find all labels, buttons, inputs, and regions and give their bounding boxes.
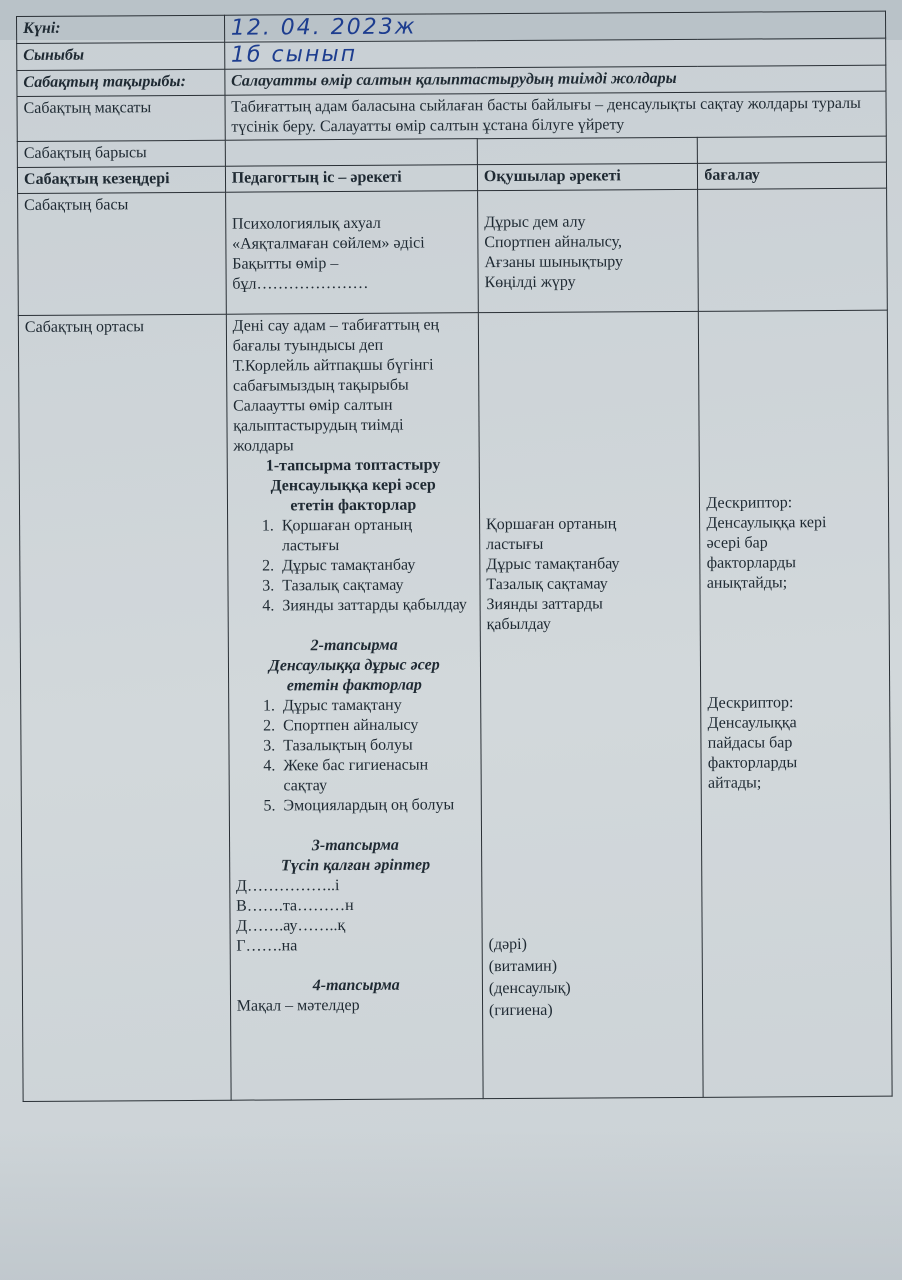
start-teacher-line: Бақытты өмір – [232, 255, 339, 273]
start-student-line: Ағзаны шынықтыру [484, 253, 624, 272]
start-student-line: Көңілді жүру [484, 273, 576, 292]
task2-descriptor: Дескриптор: [707, 694, 794, 712]
start-student-line: Спортпен айналысу, [484, 233, 623, 252]
class-value: 1б сынып [224, 38, 885, 69]
intro-line: сабағымыздың тақырыбы [232, 376, 409, 395]
task2-title: 2-тапсырма [310, 636, 398, 655]
task1-item: 1. Қоршаған ортаның ластығы [278, 515, 473, 556]
task3-answer: (витамин) [488, 957, 558, 976]
task3-answer: (денсаулық) [488, 979, 571, 998]
stage-start: Сабақтың басы [18, 192, 226, 315]
start-teacher-line: Психологиялық ахуал [231, 214, 381, 233]
task1-student-line: Зиянды заттарды [486, 595, 603, 614]
task1-subtitle: ететін факторлар [290, 496, 417, 515]
header-students: Оқушылар әрекеті [477, 163, 698, 190]
task3-item: Д……………..і [235, 877, 340, 895]
start-student-line: Дұрыс дем алу [484, 213, 586, 232]
date-value: 12. 04. 2023ж [224, 11, 885, 42]
task2-item: 4. Жеке бас гигиенасын сақтау [279, 755, 474, 796]
progress-label: Сабақтың барысы [17, 140, 225, 167]
task1-item: 3. Тазалық сақтамау [278, 575, 473, 596]
intro-line: жолдары [233, 437, 294, 455]
task3-item: Г…….на [236, 937, 298, 955]
task4-title: 4-тапсырма [312, 976, 400, 995]
task3-title: 3-тапсырма [311, 836, 399, 855]
task1-list [234, 515, 474, 616]
start-teacher-line: бұл………………… [232, 274, 369, 293]
task1-descriptor: факторларды [706, 554, 797, 572]
row-lesson-middle [18, 310, 892, 1101]
task2-item: 3. Тазалықтың болуы [279, 735, 474, 756]
task1-descriptor: Дескриптор: [706, 494, 793, 512]
lesson-plan-document [16, 11, 893, 1102]
task2-descriptor: факторларды [707, 754, 798, 772]
page-bottom-shadow [0, 1130, 902, 1280]
start-teacher-line: «Аяқталмаған сөйлем» әдісі [232, 234, 425, 253]
middle-assessment [699, 310, 892, 1097]
task1-student-line: қабылдау [486, 615, 551, 634]
progress-empty-1 [225, 139, 477, 167]
task2-subtitle: ететін факторлар [286, 676, 422, 695]
start-assessment [698, 188, 887, 311]
task1-descriptor: анықтайды; [706, 574, 788, 592]
task1-descriptor: әсері бар [706, 534, 768, 552]
task4-text: Мақал – мәтелдер [236, 996, 360, 1015]
task2-descriptor: Денсаулыққа [707, 714, 797, 732]
task2-descriptor: пайдасы бар [707, 734, 793, 752]
task2-item: 5. Эмоциялардың оң болуы [279, 795, 474, 816]
date-label: Күні: [17, 15, 225, 43]
task2-descriptor: айтады; [707, 774, 762, 792]
intro-line: қалыптастырудың тиімді [233, 416, 404, 435]
start-student-activity [477, 189, 698, 312]
task3-subtitle: Түсіп қалған әріптер [280, 856, 431, 875]
topic-label: Сабақтың тақырыбы: [17, 69, 225, 96]
class-label: Сыныбы [17, 42, 225, 70]
intro-line: Дені сау адам – табиғаттың ең [232, 316, 440, 335]
task1-item: 4. Зиянды заттарды қабылдау [278, 595, 473, 616]
row-lesson-start [18, 188, 888, 315]
start-teacher-activity [225, 191, 478, 315]
task2-item: 1. Дұрыс тамақтану [279, 695, 474, 716]
header-assessment: бағалау [698, 162, 887, 189]
task3-answer: (гигиена) [488, 1001, 553, 1020]
header-stages: Сабақтың кезеңдері [17, 166, 225, 193]
task2-item: 2. Спортпен айналысу [279, 715, 474, 736]
task3-item: В…….та………н [236, 896, 354, 915]
intro-line: Т.Корлейль айтпақшы бүгінгі [232, 356, 434, 375]
task3-item: Д…….ау……..қ [236, 917, 346, 935]
goal-label: Сабақтың мақсаты [17, 95, 225, 141]
row-goal [17, 91, 886, 141]
stage-middle: Сабақтың ортасы [18, 314, 231, 1101]
task1-student-line: Тазалық сақтамау [486, 575, 608, 594]
topic-value: Салауатты өмір салтын қалыптастырудың тиімді жолдары [225, 65, 886, 95]
middle-student-activity [478, 311, 703, 1098]
task1-item: 2. Дұрыс тамақтанбау [278, 555, 473, 576]
task1-descriptor: Денсаулыққа кері [706, 514, 827, 532]
progress-empty-2 [477, 137, 698, 164]
middle-teacher-activity [226, 313, 483, 1101]
task1-title: 1-тапсырма топтастыру [265, 456, 441, 475]
task1-student-line: Дұрыс тамақтанбау [486, 555, 620, 574]
task2-subtitle: Денсаулыққа дұрыс әсер [268, 656, 440, 675]
task1-subtitle: Денсаулыққа кері әсер [270, 476, 436, 495]
task1-student-line: Қоршаған ортаның [485, 515, 617, 534]
header-teacher: Педагогтың іс – әрекеті [225, 165, 477, 193]
task3-answer: (дәрі) [488, 935, 527, 954]
task2-list [235, 695, 475, 816]
task1-student-line: ластығы [486, 535, 544, 554]
lesson-plan-table [16, 11, 893, 1102]
goal-value: Табиғаттың адам баласына сыйлаған басты байлығы – денсаулықты сақтау жолдары туралы түсінік беру. Салауатты өмір салтын ұстана білуге үйрету [225, 91, 887, 140]
intro-line: бағалы туындысы деп [232, 336, 384, 355]
intro-line: Салааутты өмір салтын [233, 396, 393, 415]
progress-empty-3 [698, 136, 887, 163]
